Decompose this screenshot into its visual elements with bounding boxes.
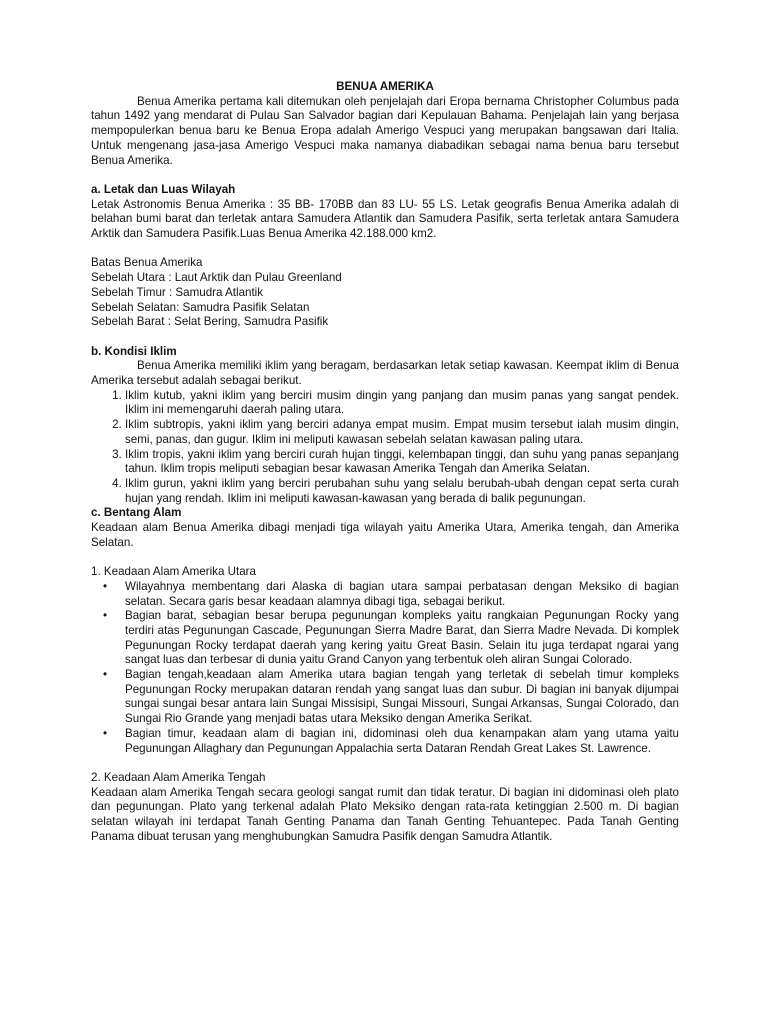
north-america-list: [91, 580, 679, 756]
bullet-item: • Wilayahnya membentang dari Alaska di bagian utara sampai perbatasan dengan Meksiko di bagian selatan. Secara garis besar keadaan alamnya dibagi tiga, sebagai berikut.: [125, 580, 679, 609]
section-c-heading: c. Bentang Alam: [91, 506, 182, 520]
section-a-heading: a. Letak dan Luas Wilayah: [91, 182, 236, 196]
batas-item: Sebelah Utara : Laut Arktik dan Pulau Greenland: [91, 271, 342, 285]
section-b-heading: b. Kondisi Iklim: [91, 344, 177, 358]
bullet-item: • Bagian timur, keadaan alam di bagian ini, didominasi oleh dua kenampakan alam yang utama yaitu Pegunungan Allaghary dan Pegunungan Appalachia serta Dataran Rendah Great Lakes St. Lawrence.: [125, 727, 679, 756]
climate-list-item: 3. Iklim tropis, yakni iklim yang berciri curah hujan tinggi, kelembapan tinggi, dan suhu yang panas sepanjang tahun. Iklim tropis meliputi sebagian besar kawasan Amerika Tengah dan Amerika Selatan.: [125, 448, 679, 477]
bullet-item: • Bagian barat, sebagian besar berupa pegunungan kompleks yaitu rangkaian Pegunungan Rocky yang terdiri atas Pegunungan Cascade, Pegunungan Sierra Madre Barat, dan Sierra Madre Nevada. Di komplek Pegunungan Rocky terdapat daerah yang kering yaitu Great Basin. Selain itu juga terdapat ngarai yang sangat luas dan terbesar di dunia yaitu Grand Canyon yang terbentuk oleh aliran Sungai Colorado.: [125, 609, 679, 668]
batas-item: Sebelah Timur : Samudra Atlantik: [91, 285, 264, 299]
batas-title: Batas Benua Amerika: [91, 256, 203, 270]
batas-item: Sebelah Selatan: Samudra Pasifik Selatan: [91, 300, 310, 314]
document-title: BENUA AMERIKA: [336, 80, 434, 93]
climate-list: [91, 389, 679, 507]
climate-list-item: 1. Iklim kutub, yakni iklim yang berciri musim dingin yang panjang dan musim panas yang sangat pendek. Iklim ini memengaruhi daerah paling utara.: [125, 389, 679, 418]
intro-paragraph: Benua Amerika pertama kali ditemukan oleh penjelajah dari Eropa bernama Christopher Columbus pada tahun 1492 yang mendarat di Pulau San Salvador bagian dari Kepulauan Bahama. Penjelajah lain yang berjasa mempopulerkan benua baru ke Benua Eropa adalah Amerigo Vespuci yang merupakan bangsawan dari Italia. Untuk mengenang jasa-jasa Amerigo Vespuci maka namanya diabadikan sebagai nama benua baru tersebut Benua Amerika.: [91, 94, 679, 167]
batas-item: Sebelah Barat : Selat Bering, Samudra Pasifik: [91, 315, 329, 329]
climate-list-item: 2. Iklim subtropis, yakni iklim yang berciri adanya empat musim. Empat musim tersebut ialah musim dingin, semi, panas, dan gugur. Iklim ini meliputi kawasan sebelah selatan kawasan paling utara.: [125, 418, 679, 447]
subsection-2-title: 2. Keadaan Alam Amerika Tengah: [91, 770, 266, 784]
climate-list-item: 4. Iklim gurun, yakni iklim yang berciri perubahan suhu yang selalu berubah-ubah dengan cepat serta curah hujan yang rendah. Iklim ini meliputi kawasan-kawasan yang berada di balik pegunungan.: [125, 477, 679, 506]
section-c-paragraph: Keadaan alam Benua Amerika dibagi menjadi tiga wilayah yaitu Amerika Utara, Amerika tengah, dan Amerika Selatan.: [91, 521, 679, 549]
bullet-item: • Bagian tengah,keadaan alam Amerika utara bagian tengah yang terletak di sebelah timur kompleks Pegunungan Rocky merupakan dataran rendah yang sangat luas dan subur. Di bagian ini banyak dijumpai sungai sungai besar antara lain Sungai Missisipi, Sungai Missouri, Sungai Arkansas, Sungai Colorado, dan Sungai Rio Grande yang menjadi batas utara Meksiko dengan Amerika Serikat.: [125, 668, 679, 727]
section-a-paragraph: Letak Astronomis Benua Amerika : 35 BB- 170BB dan 83 LU- 55 LS. Letak geografis Benua Amerika adalah di belahan bumi barat dan terletak antara Samudera Atlantik dan Samudera Pasifik, serta terletak antara Samudera Arktik dan Samudera Pasifik.Luas Benua Amerika 42.188.000 km2.: [91, 197, 679, 241]
section-b-paragraph: Benua Amerika memiliki iklim yang beragam, berdasarkan letak setiap kawasan. Keempat iklim di Benua Amerika tersebut adalah sebagai berikut.: [91, 359, 679, 388]
document-page: [91, 80, 679, 844]
subsection-2-paragraph: Keadaan alam Amerika Tengah secara geologi sangat rumit dan tidak teratur. Di bagian ini didominasi oleh plato dan pegunungan. Plato yang terkenal adalah Plato Meksiko dengan rata-rata ketinggian 2.500 m. Di bagian selatan wilayah ini terdapat Tanah Genting Panama dan Tanah Genting Tehuantepec. Pada Tanah Genting Panama dibuat terusan yang menghubungkan Samudra Pasifik dengan Samudra Atlantik.: [91, 785, 679, 843]
subsection-1-title: 1. Keadaan Alam Amerika Utara: [91, 565, 256, 579]
